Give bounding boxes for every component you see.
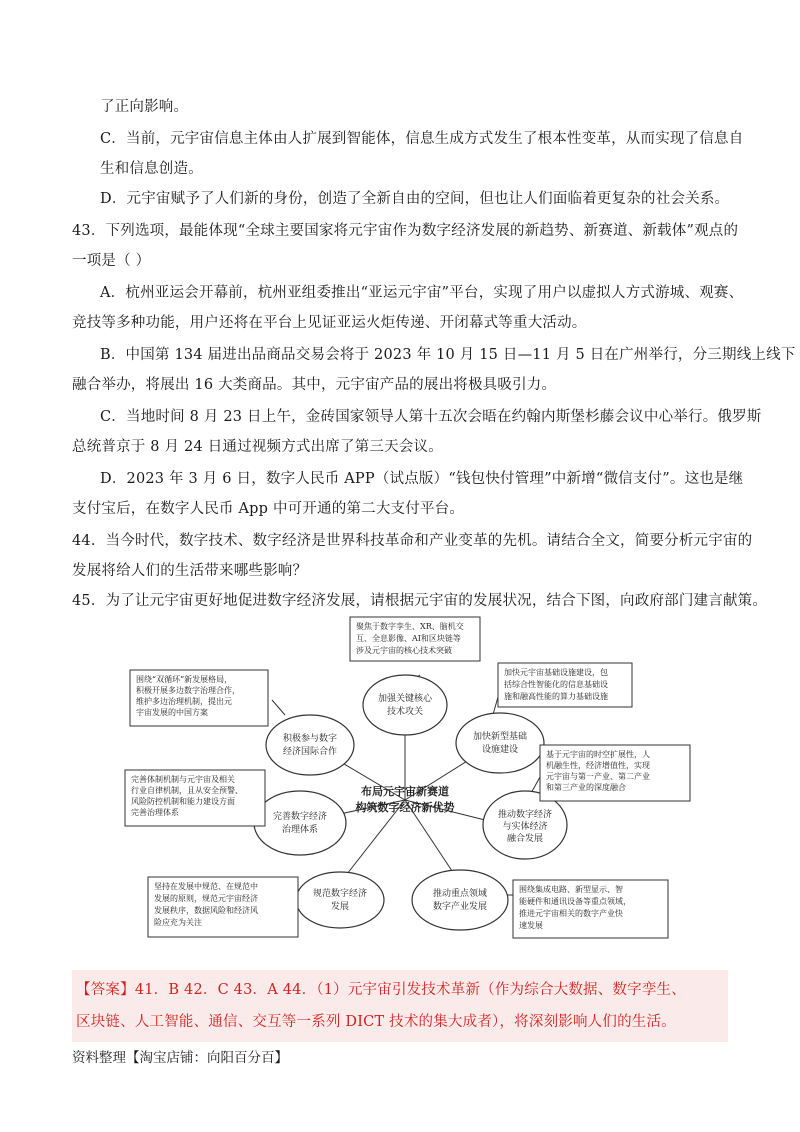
svg-text:聚焦于数字孪生、XR、脑机交: 聚焦于数字孪生、XR、脑机交 — [356, 622, 464, 631]
text-line: C．当前，元宇宙信息主体由人扩展到智能体，信息生成方式发生了根本性变革，从而实现了信息自 — [100, 131, 744, 147]
svg-text:基于元宇宙的时空扩展性，人: 基于元宇宙的时空扩展性，人 — [546, 750, 650, 759]
node-infra — [456, 713, 544, 773]
text-line: 发展将给人们的生活带来哪些影响？ — [72, 563, 308, 579]
node-cooperation — [266, 715, 354, 775]
svg-text:能硬件和通讯设备等重点领域，: 能硬件和通讯设备等重点领域， — [519, 897, 631, 906]
node-tech — [363, 675, 447, 735]
text-line: 一项是（ ） — [72, 253, 151, 269]
svg-text:括综合性智能化的信息基础设: 括综合性智能化的信息基础设 — [504, 680, 608, 689]
svg-text:围绕集成电路、新型显示、智: 围绕集成电路、新型显示、智 — [519, 885, 623, 894]
svg-text:推动重点领域: 推动重点领域 — [432, 889, 488, 899]
question-43: 43．下列选项，最能体现“全球主要国家将元宇宙作为数字经济发展的新趋势、新赛道、新载体”观点的 — [72, 223, 739, 239]
svg-text:维护多边治理机制，提出元: 维护多边治理机制，提出元 — [136, 697, 232, 706]
svg-text:宇宙发展的中国方案: 宇宙发展的中国方案 — [136, 708, 208, 717]
text-line: 生和信息创造。 — [100, 161, 203, 177]
metaverse-diagram — [120, 615, 720, 960]
svg-text:融合发展: 融合发展 — [506, 834, 544, 844]
svg-text:涉及元宇宙的核心技术突破: 涉及元宇宙的核心技术突破 — [356, 646, 452, 655]
node-governance — [254, 791, 346, 855]
svg-text:完善数字经济: 完善数字经济 — [272, 812, 328, 822]
svg-text:坚持在发展中规范、在规范中: 坚持在发展中规范、在规范中 — [154, 882, 258, 891]
svg-text:速发展: 速发展 — [519, 921, 543, 930]
svg-text:险应充为关注: 险应充为关注 — [154, 918, 202, 927]
svg-text:积极参与数字: 积极参与数字 — [282, 734, 338, 744]
answer-line-1 — [76, 980, 686, 1000]
svg-text:机融生性，经济增值性，实现: 机融生性，经济增值性，实现 — [546, 761, 650, 770]
node-industry — [412, 870, 508, 930]
option-d: D．2023 年 3 月 6 日，数字人民币 APP（试点版）“钱包快付管理”中新增“微信支付”。这也是继 — [100, 471, 744, 487]
svg-text:加快新型基础: 加快新型基础 — [472, 732, 528, 742]
svg-text:互、全息影像、AI和区块链等: 互、全息影像、AI和区块链等 — [356, 634, 461, 643]
svg-text:施和融高性能的算力基础设施: 施和融高性能的算力基础设施 — [504, 692, 608, 701]
center-label-1: 布局元宇宙新赛道 — [361, 785, 449, 798]
text-line: 竞技等多种功能，用户还将在平台上见证亚运火炬传递、开闭幕式等重大活动。 — [72, 315, 587, 331]
text-line: D．元宇宙赋予了人们新的身份，创造了全新自由的空间，但也让人们面临着更复杂的社会关系。 — [100, 191, 730, 207]
option-b: B．中国第 134 届进出品商品交易会将于 2023 年 10 月 15 日—11 月 5 日在广州举行，分三期线上线下 — [100, 347, 796, 363]
question-44: 44．当今时代，数字技术、数字经济是世界科技革命和产业变革的先机。请结合全文，简要分析元宇宙的 — [72, 533, 753, 549]
svg-text:完善治理体系: 完善治理体系 — [131, 808, 179, 817]
svg-text:积极开展多边数字治理合作，: 积极开展多边数字治理合作， — [136, 686, 240, 695]
text-line: 支付宝后，在数字人民币 App 中可开通的第二大支付平台。 — [72, 501, 465, 517]
footer-source: 资料整理【淘宝店铺：向阳百分百】 — [72, 1050, 288, 1066]
svg-text:和第三产业的深度融合: 和第三产业的深度融合 — [546, 783, 626, 792]
svg-text:发展秩序，数据风险和经济风: 发展秩序，数据风险和经济风 — [154, 906, 258, 915]
svg-text:加快元宇宙基础设施建设，包: 加快元宇宙基础设施建设，包 — [504, 668, 608, 677]
svg-text:完善体制机制与元宇宙及相关: 完善体制机制与元宇宙及相关 — [131, 775, 235, 784]
svg-text:行业自律机制，且从安全预警、: 行业自律机制，且从安全预警、 — [131, 786, 243, 795]
svg-text:经济国际合作: 经济国际合作 — [282, 747, 338, 757]
svg-text:规范数字经济: 规范数字经济 — [312, 889, 368, 899]
svg-text:推动数字经济: 推动数字经济 — [497, 810, 553, 820]
question-45: 45．为了让元宇宙更好地促进数字经济发展，请根据元宇宙的发展状况，结合下图，向政府部门建言献策。 — [72, 593, 768, 609]
svg-text:风险防控机制和能力建设方面: 风险防控机制和能力建设方面 — [131, 797, 235, 806]
option-a: A．杭州亚运会开幕前，杭州亚组委推出“亚运元宇宙”平台，实现了用户以虚拟人方式游城、观赛、 — [100, 285, 744, 301]
svg-text:推进元宇宙相关的数字产业快: 推进元宇宙相关的数字产业快 — [519, 909, 623, 918]
svg-text:数字产业发展: 数字产业发展 — [432, 902, 488, 912]
text-line: 了正向影响。 — [100, 99, 189, 115]
center-label-2: 构筑数字经济新优势 — [355, 801, 455, 814]
svg-text:与实体经济: 与实体经济 — [502, 822, 548, 832]
answer-label: 【答案】 — [76, 982, 135, 998]
svg-text:发展: 发展 — [330, 902, 350, 912]
node-regulate — [296, 872, 384, 928]
option-c: C．当地时间 8 月 23 日上午，金砖国家领导人第十五次会晤在约翰内斯堡杉藤会议中心举行。俄罗斯 — [100, 409, 762, 425]
svg-text:发展的原则，规范元宇宙经济: 发展的原则，规范元宇宙经济 — [154, 894, 258, 903]
svg-text:技术攻关: 技术攻关 — [386, 707, 424, 717]
svg-text:元宇宙与第一产业、第二产业: 元宇宙与第一产业、第二产业 — [546, 772, 650, 781]
svg-text:围绕“双循环”新发展格局，: 围绕“双循环”新发展格局， — [136, 675, 233, 684]
svg-text:设施建设: 设施建设 — [481, 745, 519, 755]
svg-text:加强关键核心: 加强关键核心 — [377, 694, 433, 704]
svg-text:治理体系: 治理体系 — [281, 825, 319, 835]
answer-text: 41．B 42．C 43．A 44．（1）元宇宙引发技术革新（作为综合大数据、数字孪生、 — [134, 982, 686, 998]
text-line: 融合举办，将展出 16 大类商品。其中，元宇宙产品的展出将极具吸引力。 — [72, 377, 557, 393]
answer-line-2: 区块链、人工智能、通信、交互等一系列 DICT 技术的集大成者），将深刻影响人们的生活。 — [76, 1014, 676, 1030]
text-line: 总统普京于 8 月 24 日通过视频方式出席了第三天会议。 — [72, 439, 443, 455]
